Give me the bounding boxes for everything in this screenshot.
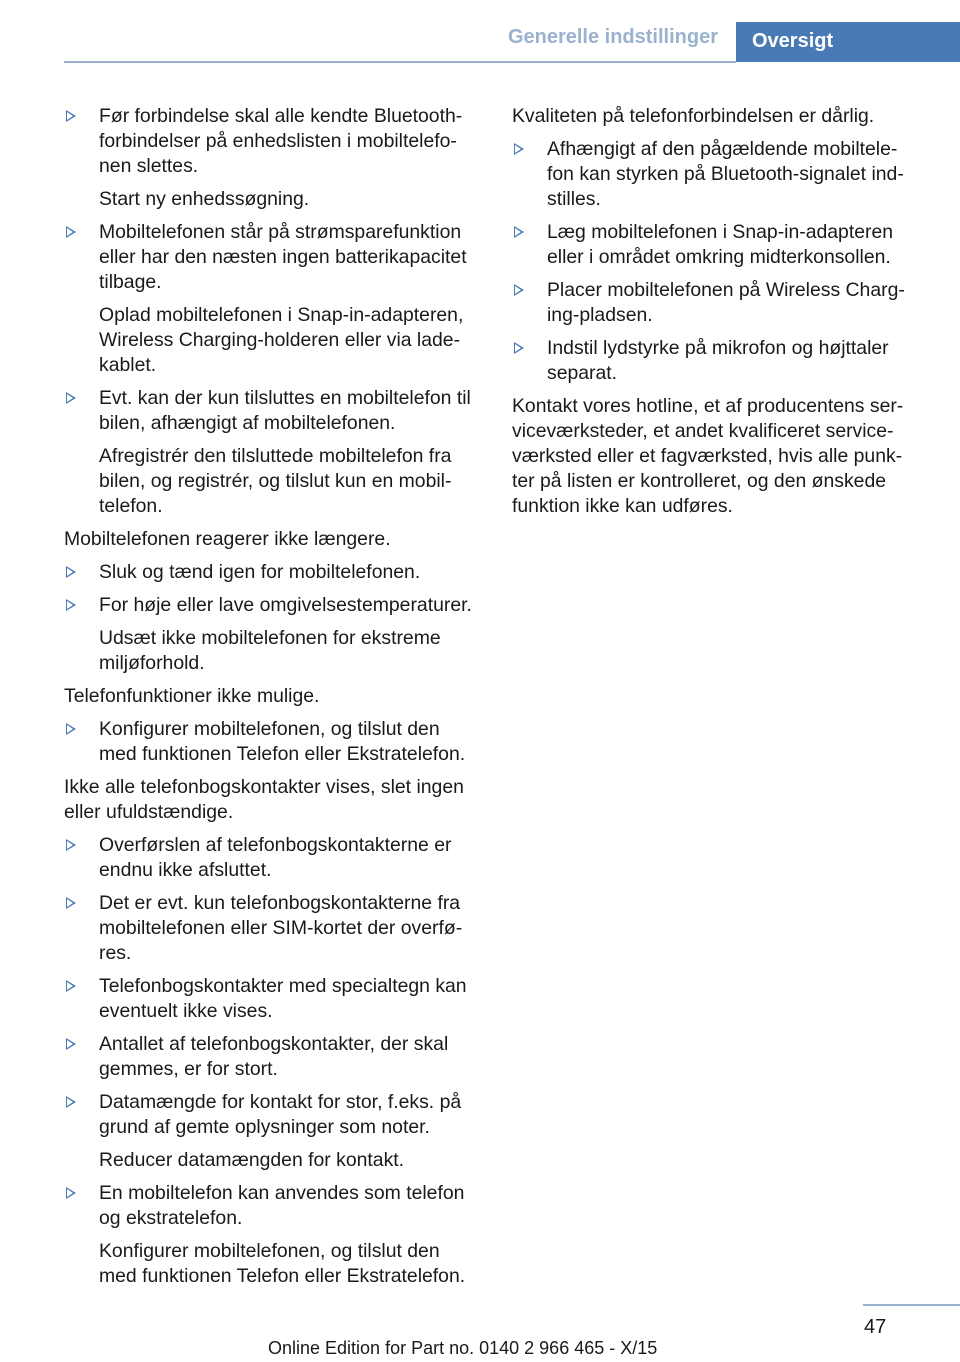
right-column <box>512 104 922 527</box>
triangle-bullet-icon <box>66 839 76 851</box>
bullet-text: Antallet af telefonbogskontakter, der skal gemmes, er for stort. <box>99 1033 449 1080</box>
bullet-item <box>64 220 480 378</box>
bullet-item <box>64 1032 480 1082</box>
bullet-item <box>512 137 922 212</box>
bullet-item <box>64 833 480 883</box>
left-column <box>64 104 480 1297</box>
page-header <box>0 0 960 62</box>
triangle-bullet-icon <box>514 284 524 296</box>
triangle-bullet-icon <box>66 897 76 909</box>
bullet-note: Afregistrér den tilsluttede mobiltelefon fra bilen, og registrér, og tilslut kun en mobil-telefon. <box>99 445 452 517</box>
bullet-text: Før forbindelse skal alle kendte Bluetooth-forbindelser på enhedslisten i mobiltelefo-nen slettes. <box>99 105 463 177</box>
bullet-note: Oplad mobiltelefonen i Snap-in-adapteren, Wireless Charging-holderen eller via lade-kablet. <box>99 304 464 376</box>
bullet-note: Udsæt ikke mobiltelefonen for ekstreme miljøforhold. <box>99 627 441 674</box>
section-title: Generelle indstillinger <box>507 26 718 48</box>
bullet-item <box>64 104 480 212</box>
triangle-bullet-icon <box>66 1038 76 1050</box>
triangle-bullet-icon <box>514 342 524 354</box>
bullet-text: En mobiltelefon kan anvendes som telefon og ekstratelefon. <box>99 1182 465 1229</box>
edition-footer: Online Edition for Part no. 0140 2 966 465 - X/15 <box>268 1338 658 1358</box>
triangle-bullet-icon <box>66 980 76 992</box>
bullet-note: Reducer datamængden for kontakt. <box>99 1149 405 1171</box>
bullet-item <box>64 386 480 519</box>
bullet-text: Evt. kan der kun tilsluttes en mobiltelefon til bilen, afhængigt af mobiltelefonen. <box>99 387 471 434</box>
bullet-text: Datamængde for kontakt for stor, f.eks. på grund af gemte oplysninger som noter. <box>99 1091 462 1138</box>
bullet-item <box>64 717 480 767</box>
bullet-text: Mobiltelefonen står på strømsparefunktion eller har den næsten ingen batterikapacitet tilbage. <box>99 221 467 293</box>
chapter-tab: Oversigt <box>736 22 960 62</box>
bullet-item <box>64 560 480 585</box>
triangle-bullet-icon <box>66 1096 76 1108</box>
triangle-bullet-icon <box>66 723 76 735</box>
bullet-text: Afhængigt af den pågældende mobiltele-fon kan styrken på Bluetooth-signalet ind-stilles. <box>547 138 904 210</box>
bullet-text: Indstil lydstyrke på mikrofon og højttaler separat. <box>547 337 889 384</box>
bullet-text: Det er evt. kun telefonbogskontakterne fra mobiltelefonen eller SIM-kortet der overfø-res. <box>99 892 463 964</box>
bullet-item <box>64 974 480 1024</box>
triangle-bullet-icon <box>66 226 76 238</box>
header-rule <box>64 61 736 63</box>
bullet-item <box>64 891 480 966</box>
bullet-item <box>512 278 922 328</box>
bullet-item <box>512 336 922 386</box>
bullet-text: Telefonbogskontakter med specialtegn kan eventuelt ikke vises. <box>99 975 467 1022</box>
triangle-bullet-icon <box>66 599 76 611</box>
bullet-note: Start ny enhedssøgning. <box>99 188 310 210</box>
paragraph: Kvaliteten på telefonforbindelsen er dårlig. <box>512 105 875 127</box>
triangle-bullet-icon <box>66 110 76 122</box>
bullet-item <box>64 1181 480 1289</box>
triangle-bullet-icon <box>66 392 76 404</box>
bullet-text: Konfigurer mobiltelefonen, og tilslut den med funktionen Telefon eller Ekstratelefon. <box>99 718 466 765</box>
paragraph: Kontakt vores hotline, et af producentens ser-viceværksteder, et andet kvalificeret service-værksted eller et fagværksted, hvis alle punk-ter på listen er kontrolleret, og den ønskede funktion ikke kan udføres. <box>512 395 904 517</box>
bullet-item <box>512 220 922 270</box>
triangle-bullet-icon <box>514 226 524 238</box>
triangle-bullet-icon <box>66 566 76 578</box>
triangle-bullet-icon <box>66 1187 76 1199</box>
bullet-item <box>64 593 480 676</box>
triangle-bullet-icon <box>514 143 524 155</box>
footer-rule <box>863 1304 960 1306</box>
bullet-note: Konfigurer mobiltelefonen, og tilslut den med funktionen Telefon eller Ekstratelefon. <box>99 1240 466 1287</box>
bullet-text: Overførslen af telefonbogskontakterne er endnu ikke afsluttet. <box>99 834 452 881</box>
bullet-text: Læg mobiltelefonen i Snap-in-adapteren eller i området omkring midterkonsollen. <box>547 221 894 268</box>
bullet-text: For høje eller lave omgivelsestemperaturer. <box>99 594 472 616</box>
bullet-item <box>64 1090 480 1173</box>
bullet-text: Placer mobiltelefonen på Wireless Charg-ing-pladsen. <box>547 279 905 326</box>
page-number: 47 <box>864 1316 887 1338</box>
paragraph: Telefonfunktioner ikke mulige. <box>64 685 320 707</box>
paragraph: Ikke alle telefonbogskontakter vises, slet ingen eller ufuldstændige. <box>64 776 464 823</box>
bullet-text: Sluk og tænd igen for mobiltelefonen. <box>99 561 421 583</box>
paragraph: Mobiltelefonen reagerer ikke længere. <box>64 528 391 550</box>
